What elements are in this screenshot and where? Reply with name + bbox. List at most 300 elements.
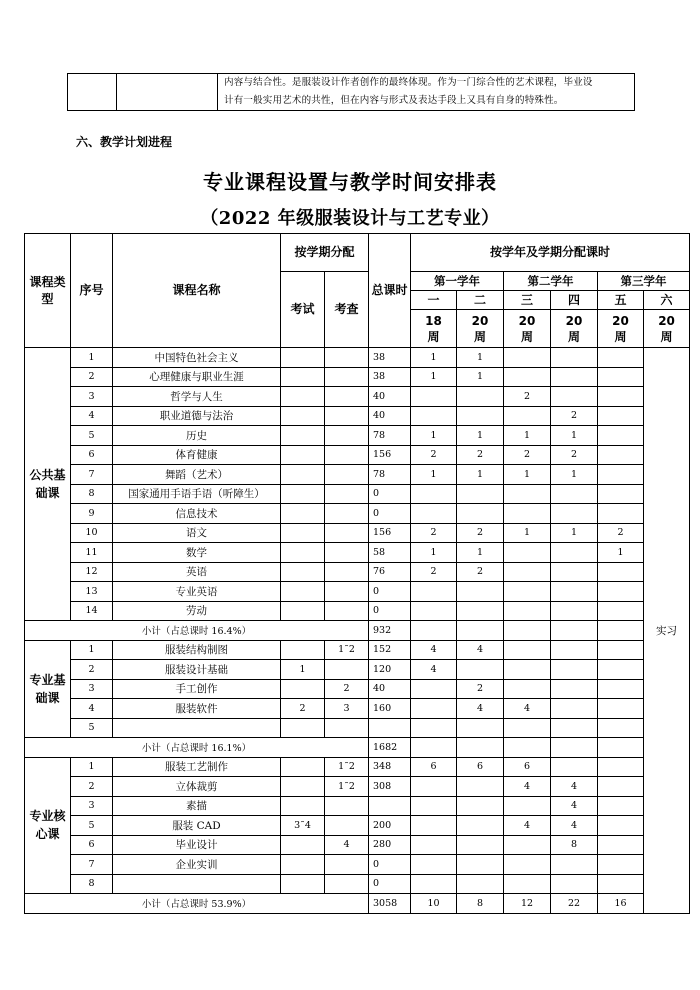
subtotal-semester: 22 [551, 894, 598, 914]
semester-cell: 2 [504, 387, 551, 407]
course-name-cell: 中国特色社会主义 [113, 348, 281, 368]
semester-cell: 1 [504, 523, 551, 543]
semester-cell: 4 [551, 816, 598, 836]
check-cell: 1˜2 [325, 757, 369, 777]
seq-cell: 2 [71, 777, 113, 797]
course-name-cell: 信息技术 [113, 504, 281, 524]
exam-cell [281, 835, 325, 855]
course-name-cell: 手工创作 [113, 679, 281, 699]
hours-cell: 40 [369, 387, 411, 407]
course-name-cell: 服装工艺制作 [113, 757, 281, 777]
header-course-name: 课程名称 [113, 234, 281, 348]
semester-cell [598, 445, 644, 465]
course-name-cell: 体育健康 [113, 445, 281, 465]
hours-cell: 160 [369, 699, 411, 719]
semester-cell [598, 640, 644, 660]
header-semester-5: 五 [598, 291, 644, 310]
semester-cell [457, 796, 504, 816]
note-cell [218, 74, 635, 111]
header-year-assign: 按学年及学期分配课时 [411, 234, 690, 272]
semester-cell [504, 660, 551, 680]
semester-cell [411, 835, 457, 855]
seq-cell: 2 [71, 367, 113, 387]
table-row [25, 562, 690, 582]
weeks-unit: 周 [660, 329, 673, 344]
table-row [25, 660, 690, 680]
semester-cell [551, 855, 598, 875]
exam-cell [281, 406, 325, 426]
semester-cell [598, 816, 644, 836]
semester-cell [598, 699, 644, 719]
hours-cell [369, 718, 411, 738]
semester-cell: 4 [504, 699, 551, 719]
semester-cell [411, 816, 457, 836]
semester-cell [457, 504, 504, 524]
semester-cell [504, 582, 551, 602]
header-check: 考查 [325, 272, 369, 348]
weeks-unit: 周 [568, 329, 581, 344]
semester-cell [457, 777, 504, 797]
course-name-cell: 立体裁剪 [113, 777, 281, 797]
semester-cell [411, 484, 457, 504]
semester-cell [457, 855, 504, 875]
semester-cell [598, 387, 644, 407]
seq-cell: 5 [71, 816, 113, 836]
semester-cell [504, 484, 551, 504]
semester-cell: 4 [457, 640, 504, 660]
semester-cell [598, 835, 644, 855]
exam-cell [281, 504, 325, 524]
hours-cell: 156 [369, 445, 411, 465]
hours-cell: 0 [369, 582, 411, 602]
semester-cell [504, 796, 551, 816]
header-weeks-1 [411, 310, 457, 348]
semester-cell [504, 562, 551, 582]
table-row [25, 387, 690, 407]
semester-cell [551, 562, 598, 582]
semester-cell [411, 699, 457, 719]
exam-cell [281, 562, 325, 582]
exam-cell [281, 679, 325, 699]
header-semester-2: 二 [457, 291, 504, 310]
continuation-table [67, 73, 635, 111]
header-weeks-2 [457, 310, 504, 348]
hours-cell: 0 [369, 874, 411, 894]
table-row [25, 582, 690, 602]
course-name-cell: 数学 [113, 543, 281, 563]
semester-cell: 1 [598, 543, 644, 563]
course-name-cell: 企业实训 [113, 855, 281, 875]
hours-cell: 0 [369, 504, 411, 524]
semester-cell [551, 699, 598, 719]
semester-cell: 1 [551, 523, 598, 543]
category-cell: 公共基础课 [25, 348, 71, 621]
semester-cell [504, 367, 551, 387]
semester-cell: 6 [411, 757, 457, 777]
weeks-number: 20 [612, 313, 629, 328]
semester-cell [598, 348, 644, 368]
semester-cell [457, 582, 504, 602]
category-cell: 专业基础课 [25, 640, 71, 738]
semester-cell [551, 582, 598, 602]
weeks-unit: 周 [521, 329, 534, 344]
hours-cell: 40 [369, 679, 411, 699]
curriculum-table [24, 233, 690, 914]
table-row [25, 465, 690, 485]
semester-cell [504, 543, 551, 563]
semester-cell [411, 796, 457, 816]
semester-cell [411, 874, 457, 894]
header-seq: 序号 [71, 234, 113, 348]
semester-cell [411, 387, 457, 407]
seq-cell: 8 [71, 484, 113, 504]
semester-cell: 2 [551, 406, 598, 426]
semester-cell: 8 [551, 835, 598, 855]
subtotal-row [25, 894, 690, 914]
semester-cell: 1 [457, 367, 504, 387]
check-cell [325, 387, 369, 407]
exam-cell [281, 465, 325, 485]
course-name-cell [113, 874, 281, 894]
check-cell [325, 543, 369, 563]
check-cell [325, 348, 369, 368]
check-cell [325, 855, 369, 875]
semester-cell: 4 [551, 777, 598, 797]
semester-cell [457, 874, 504, 894]
header-exam: 考试 [281, 272, 325, 348]
semester-cell: 1 [551, 426, 598, 446]
seq-cell: 5 [71, 426, 113, 446]
table-row [25, 874, 690, 894]
subtotal-semester: 16 [598, 894, 644, 914]
subtotal-semester [598, 738, 644, 758]
hours-cell: 40 [369, 406, 411, 426]
seq-cell: 14 [71, 601, 113, 621]
semester-cell [551, 757, 598, 777]
check-cell: 3 [325, 699, 369, 719]
table-row [25, 348, 690, 368]
exam-cell [281, 523, 325, 543]
subtotal-semester: 8 [457, 894, 504, 914]
seq-cell: 11 [71, 543, 113, 563]
seq-cell: 6 [71, 445, 113, 465]
subtotal-label: 小计（占总课时 16.4%） [25, 621, 369, 641]
check-cell [325, 601, 369, 621]
table-row [25, 445, 690, 465]
subtotal-semester [411, 738, 457, 758]
subtotal-hours: 1682 [369, 738, 411, 758]
table-row [25, 757, 690, 777]
semester-cell [551, 718, 598, 738]
seq-cell: 4 [71, 406, 113, 426]
seq-cell: 13 [71, 582, 113, 602]
note-line: 内容与结合性。是服装设计作者创作的最终体现。作为一门综合性的艺术课程，毕业设 [224, 77, 593, 88]
semester-cell [457, 816, 504, 836]
semester-cell [504, 504, 551, 524]
course-name-cell: 心理健康与职业生涯 [113, 367, 281, 387]
seq-cell: 1 [71, 757, 113, 777]
hours-cell: 152 [369, 640, 411, 660]
course-name-cell: 服装设计基础 [113, 660, 281, 680]
semester-cell: 4 [411, 660, 457, 680]
exam-cell [281, 426, 325, 446]
semester-cell [504, 679, 551, 699]
table-row [25, 367, 690, 387]
check-cell [325, 816, 369, 836]
check-cell [325, 445, 369, 465]
semester-cell [598, 855, 644, 875]
semester-cell [504, 835, 551, 855]
semester-cell [551, 348, 598, 368]
course-name-cell: 国家通用手语手语（听障生） [113, 484, 281, 504]
exam-cell [281, 796, 325, 816]
course-name-cell: 历史 [113, 426, 281, 446]
exam-cell [281, 445, 325, 465]
hours-cell: 58 [369, 543, 411, 563]
course-name-cell: 哲学与人生 [113, 387, 281, 407]
header-weeks-6 [644, 310, 690, 348]
course-name-cell [113, 718, 281, 738]
seq-cell: 9 [71, 504, 113, 524]
semester-cell [457, 387, 504, 407]
hours-cell: 78 [369, 465, 411, 485]
hours-cell: 156 [369, 523, 411, 543]
table-row [25, 816, 690, 836]
semester-cell: 4 [551, 796, 598, 816]
weeks-number: 20 [565, 313, 583, 328]
semester-cell [411, 777, 457, 797]
seq-cell: 3 [71, 387, 113, 407]
hours-cell: 78 [369, 426, 411, 446]
table-row [25, 699, 690, 719]
subtotal-semester [411, 621, 457, 641]
semester-cell: 1 [411, 426, 457, 446]
semester-cell [551, 387, 598, 407]
subtotal-semester [457, 621, 504, 641]
semester-cell: 2 [457, 562, 504, 582]
hours-cell: 76 [369, 562, 411, 582]
semester-cell [504, 348, 551, 368]
header-weeks-3 [504, 310, 551, 348]
course-name-cell: 职业道德与法治 [113, 406, 281, 426]
hours-cell: 348 [369, 757, 411, 777]
seq-cell: 5 [71, 718, 113, 738]
header-semester-6: 六 [644, 291, 690, 310]
semester-cell [504, 874, 551, 894]
semester-cell: 2 [598, 523, 644, 543]
exam-cell [281, 757, 325, 777]
exam-cell [281, 601, 325, 621]
semester-cell [551, 484, 598, 504]
semester-cell [504, 406, 551, 426]
semester-cell: 2 [411, 445, 457, 465]
semester-cell [411, 718, 457, 738]
subtotal-semester: 10 [411, 894, 457, 914]
table-row [25, 601, 690, 621]
header-semester-1: 一 [411, 291, 457, 310]
semester-cell: 1 [411, 348, 457, 368]
subtotal-label: 小计（占总课时 53.9%） [25, 894, 369, 914]
semester-cell: 1 [411, 465, 457, 485]
semester-cell [551, 367, 598, 387]
curriculum-body [25, 348, 690, 914]
header-semester-4: 四 [551, 291, 598, 310]
semester-cell [551, 601, 598, 621]
seq-cell: 7 [71, 465, 113, 485]
semester-cell [411, 855, 457, 875]
header-total-hours: 总课时 [369, 234, 411, 348]
weeks-number: 18 [425, 313, 442, 328]
exam-cell [281, 367, 325, 387]
semester-cell [457, 660, 504, 680]
semester-cell [598, 777, 644, 797]
subtotal-semester [598, 621, 644, 641]
exam-cell [281, 543, 325, 563]
semester-cell [598, 757, 644, 777]
weeks-unit: 周 [614, 329, 627, 344]
hours-cell: 308 [369, 777, 411, 797]
semester-cell: 1 [411, 543, 457, 563]
semester-cell: 2 [457, 679, 504, 699]
page-title: 专业课程设置与教学时间安排表 [203, 170, 497, 194]
seq-cell: 10 [71, 523, 113, 543]
semester-cell: 6 [504, 757, 551, 777]
hours-cell [369, 796, 411, 816]
semester-cell: 1 [504, 426, 551, 446]
check-cell [325, 562, 369, 582]
course-name-cell: 舞蹈（艺术） [113, 465, 281, 485]
weeks-unit: 周 [427, 329, 440, 344]
seq-cell: 3 [71, 679, 113, 699]
semester-cell [551, 504, 598, 524]
subtotal-row [25, 738, 690, 758]
course-name-cell: 服装软件 [113, 699, 281, 719]
semester-cell: 1 [457, 465, 504, 485]
hours-cell: 0 [369, 855, 411, 875]
semester-cell: 4 [504, 777, 551, 797]
check-cell [325, 523, 369, 543]
header-semester-3: 三 [504, 291, 551, 310]
semester-cell: 1 [457, 426, 504, 446]
seq-cell: 1 [71, 348, 113, 368]
semester-cell [551, 543, 598, 563]
semester-cell [504, 718, 551, 738]
semester-cell: 6 [457, 757, 504, 777]
semester-cell [598, 601, 644, 621]
course-name-cell: 专业英语 [113, 582, 281, 602]
seq-cell: 4 [71, 699, 113, 719]
semester-cell [551, 874, 598, 894]
table-row [25, 640, 690, 660]
semester-cell [598, 718, 644, 738]
semester-cell: 2 [504, 445, 551, 465]
category-cell: 专业核心课 [25, 757, 71, 894]
seq-cell: 6 [71, 835, 113, 855]
note-line: 计有一般实用艺术的共性，但在内容与形式及表达手段上又具有自身的特殊性。 [224, 95, 564, 106]
semester-cell [598, 582, 644, 602]
header-row [25, 234, 690, 272]
subtotal-semester [551, 621, 598, 641]
subtotal-hours: 932 [369, 621, 411, 641]
check-cell [325, 367, 369, 387]
semester-cell [551, 640, 598, 660]
semester-cell [598, 796, 644, 816]
empty-cell [68, 74, 117, 111]
table-row [25, 543, 690, 563]
table-row [25, 796, 690, 816]
semester-cell [504, 855, 551, 875]
exam-cell [281, 640, 325, 660]
semester-cell [504, 640, 551, 660]
check-cell [325, 660, 369, 680]
check-cell [325, 582, 369, 602]
semester-cell: 4 [411, 640, 457, 660]
hours-cell: 0 [369, 601, 411, 621]
hours-cell: 38 [369, 348, 411, 368]
table-row [25, 426, 690, 446]
course-name-cell: 语文 [113, 523, 281, 543]
check-cell [325, 484, 369, 504]
exam-cell: 2 [281, 699, 325, 719]
course-name-cell: 服装结构制图 [113, 640, 281, 660]
semester-cell [457, 406, 504, 426]
semester-cell: 1 [457, 348, 504, 368]
seq-cell: 7 [71, 855, 113, 875]
course-name-cell: 英语 [113, 562, 281, 582]
semester-cell: 2 [411, 562, 457, 582]
semester-cell [504, 601, 551, 621]
hours-cell: 0 [369, 484, 411, 504]
semester-cell: 1 [411, 367, 457, 387]
semester-cell [411, 582, 457, 602]
table-row [25, 504, 690, 524]
semester-cell [411, 406, 457, 426]
subtotal-semester [551, 738, 598, 758]
check-cell: 4 [325, 835, 369, 855]
table-row [25, 855, 690, 875]
semester-cell [598, 504, 644, 524]
empty-cell [117, 74, 218, 111]
subtotal-row [25, 621, 690, 641]
exam-cell [281, 387, 325, 407]
weeks-number: 20 [658, 313, 675, 328]
seq-cell: 12 [71, 562, 113, 582]
exam-cell [281, 855, 325, 875]
semester-cell [457, 484, 504, 504]
internship-cell: 实习 [644, 348, 690, 914]
semester-cell [411, 504, 457, 524]
semester-cell [411, 679, 457, 699]
semester-cell [598, 874, 644, 894]
weeks-number: 20 [518, 313, 536, 328]
semester-cell [411, 601, 457, 621]
subtotal-semester: 12 [504, 894, 551, 914]
table-row [25, 718, 690, 738]
weeks-number: 20 [471, 313, 489, 328]
seq-cell: 8 [71, 874, 113, 894]
semester-cell: 1 [504, 465, 551, 485]
semester-cell [551, 679, 598, 699]
check-cell [325, 406, 369, 426]
section-heading: 六、教学计划进程 [76, 135, 173, 149]
table-row [25, 484, 690, 504]
semester-cell: 1 [551, 465, 598, 485]
table-row [25, 835, 690, 855]
hours-cell: 280 [369, 835, 411, 855]
semester-cell [598, 426, 644, 446]
table-row [68, 74, 635, 111]
subtotal-semester [504, 738, 551, 758]
